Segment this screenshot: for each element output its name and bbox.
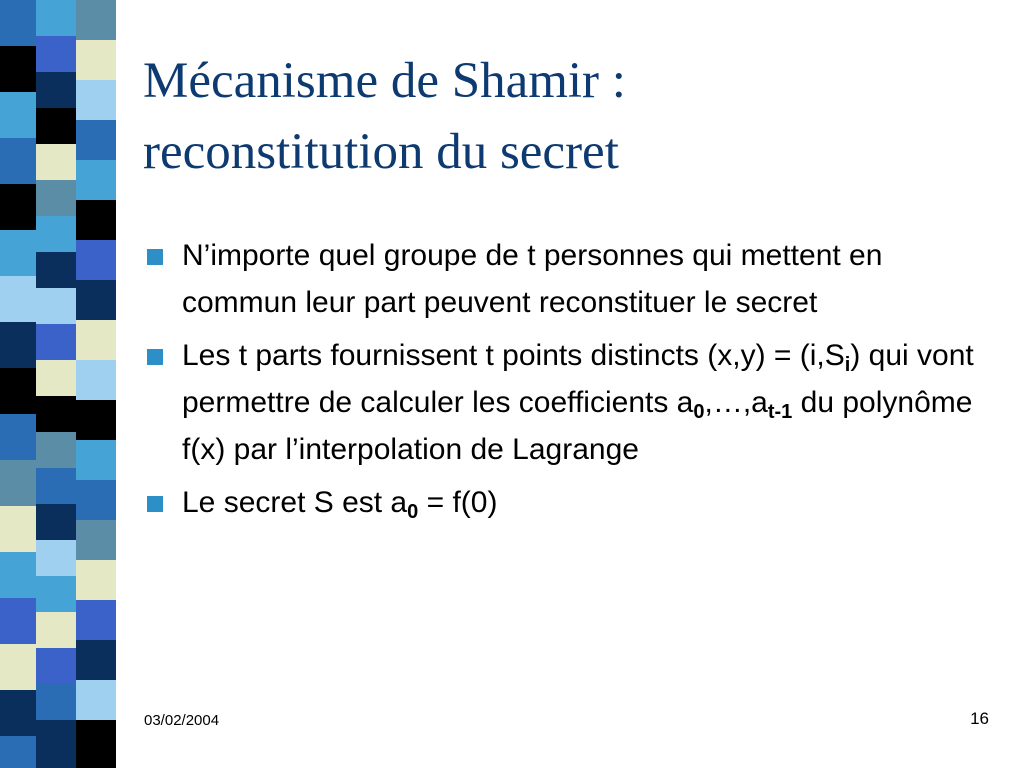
stripe-segment xyxy=(0,184,36,230)
stripe-segment xyxy=(76,480,116,520)
stripe-segment xyxy=(36,648,76,684)
stripe-segment xyxy=(0,0,36,46)
stripe-segment xyxy=(76,400,116,440)
stripe-segment xyxy=(36,36,76,72)
square-bullet-icon xyxy=(147,249,163,265)
stripe-segment xyxy=(76,120,116,160)
square-bullet-icon xyxy=(147,349,163,365)
stripe-segment xyxy=(36,612,76,648)
stripe-segment xyxy=(36,360,76,396)
stripe-segment xyxy=(76,40,116,80)
stripe-segment xyxy=(36,576,76,612)
stripe-segment xyxy=(76,680,116,720)
stripe-segment xyxy=(36,72,76,108)
stripe-segment xyxy=(76,240,116,280)
stripe-segment xyxy=(0,368,36,414)
stripe-segment xyxy=(76,280,116,320)
stripe-segment xyxy=(36,288,76,324)
subscript-0: 0 xyxy=(407,501,419,523)
stripe-segment xyxy=(76,0,116,40)
stripe-segment xyxy=(0,92,36,138)
decorative-stripe-bar xyxy=(0,0,116,768)
stripe-segment xyxy=(76,320,116,360)
bullet-text-part: ) qui vont permettre de calculer les coefficients a xyxy=(182,339,974,419)
stripe-segment xyxy=(76,80,116,120)
square-bullet-icon xyxy=(147,496,163,512)
bullet-text: N’importe quel groupe de t personnes qui mettent en commun leur part peuvent reconstituer le secret xyxy=(182,239,883,319)
stripe-segment xyxy=(0,414,36,460)
stripe-segment xyxy=(76,720,116,768)
stripe-segment xyxy=(36,432,76,468)
title-line-2: reconstitution du secret xyxy=(143,124,619,180)
stripe-segment xyxy=(36,540,76,576)
stripe-segment xyxy=(76,440,116,480)
stripe-segment xyxy=(36,0,76,36)
stripe-segment xyxy=(0,552,36,598)
subscript-0: 0 xyxy=(693,401,705,423)
stripe-segment xyxy=(76,640,116,680)
stripe-segment xyxy=(0,598,36,644)
subscript-i: i xyxy=(844,354,851,376)
slide-title xyxy=(143,46,1003,188)
stripe-segment xyxy=(36,504,76,540)
bullet-text-part: Le secret S est a xyxy=(182,486,408,519)
bullet-list xyxy=(143,232,1003,532)
stripe-segment xyxy=(0,322,36,368)
stripe-segment xyxy=(0,460,36,506)
stripe-segment xyxy=(36,396,76,432)
stripe-segment xyxy=(0,46,36,92)
bullet-text-part: du polynôme f(x) par l’interpolation de Lagrange xyxy=(182,386,973,466)
bullet-item-1 xyxy=(143,232,1003,326)
page-number: 16 xyxy=(970,709,989,728)
stripe-segment xyxy=(0,690,36,736)
stripe-segment xyxy=(36,684,76,720)
stripe-segment xyxy=(36,468,76,504)
stripe-segment xyxy=(0,230,36,276)
footer-date: 03/02/2004 xyxy=(144,712,220,729)
stripe-segment xyxy=(36,144,76,180)
stripe-segment xyxy=(0,736,36,768)
stripe-segment xyxy=(0,506,36,552)
stripe-segment xyxy=(0,138,36,184)
bullet-item-3 xyxy=(143,479,1003,526)
stripe-segment xyxy=(36,252,76,288)
stripe-segment xyxy=(36,216,76,252)
stripe-segment xyxy=(0,644,36,690)
stripe-segment xyxy=(0,276,36,322)
bullet-text-part: = f(0) xyxy=(418,486,498,519)
stripe-segment xyxy=(36,324,76,360)
stripe-segment xyxy=(76,600,116,640)
title-line-1: Mécanisme de Shamir : xyxy=(143,53,626,109)
subscript-t-1: t-1 xyxy=(767,401,793,423)
stripe-segment xyxy=(36,720,76,768)
bullet-text-part: Les t parts fournissent t points distincts (x,y) = (i,S xyxy=(182,339,845,372)
stripe-segment xyxy=(76,360,116,400)
stripe-segment xyxy=(36,180,76,216)
stripe-segment xyxy=(76,520,116,560)
bullet-text-part: ,…,a xyxy=(704,386,768,419)
stripe-segment xyxy=(76,160,116,200)
stripe-segment xyxy=(76,560,116,600)
stripe-segment xyxy=(76,200,116,240)
stripe-segment xyxy=(36,108,76,144)
bullet-item-2 xyxy=(143,332,1003,473)
